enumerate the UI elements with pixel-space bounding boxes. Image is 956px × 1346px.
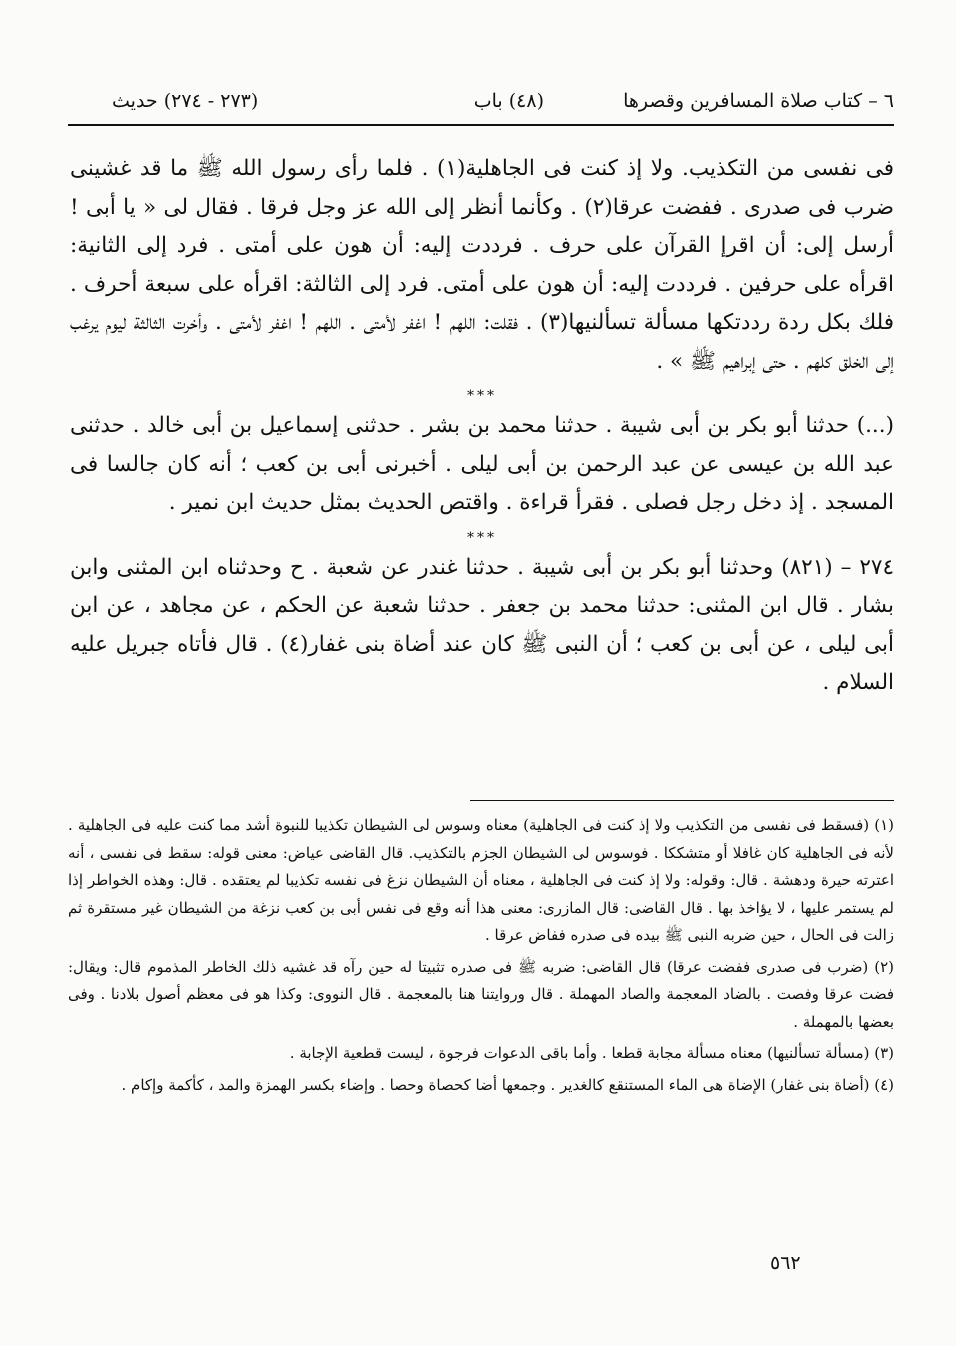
running-header xyxy=(68,84,894,126)
chapter-title: ٦ – كتاب صلاة المسافرين وقصرها xyxy=(623,90,894,112)
page-number: ٥٦٢ xyxy=(770,1252,801,1274)
hadith-range: (٢٧٣ - ٢٧٤) حديث xyxy=(112,90,259,112)
section-separator: *** xyxy=(467,529,497,546)
section-separator: *** xyxy=(467,388,497,404)
bab-number: (٤٨) باب xyxy=(473,90,544,112)
footnote-2: (٢) (ضرب فى صدرى ففضت عرقا) قال القاضى: ضربه ﷺ فى صدره تثبيتا له حين رآه قد غشيه ذلك الخاطر المذموم قال: ويقال: فضت عرقا وفصت . بالضاد المعجمة والصاد المهملة . قال وروايتنا هنا بالمعجمة . قال النووى: وكذا هو فى معظم أصول بلادنا . وفى بعضها بالمهملة . xyxy=(68,957,894,1031)
hadith-274: ٢٧٤ – (٨٢١) وحدثنا أبو بكر بن أبى شيبة . حدثنا غندر عن شعبة . ح وحدثناه ابن المثنى وابن بشار . قال ابن المثنى: حدثنا محمد بن جعفر . حدثنا شعبة عن الحكم ، عن مجاهد ، عن ابن أبى ليلى ، عن أبى بن كعب ؛ أن النبى ﷺ كان عند أضاة بنى غفار(٤) . قال فأتاه جبريل عليه السلام . xyxy=(70,554,894,695)
footnote-divider xyxy=(470,800,894,801)
hadith-text-continued: فى نفسى من التكذيب. ولا إذ كنت فى الجاهلية(١) . فلما رأى رسول الله ﷺ ما قد غشينى ضرب فى صدرى . ففضت عرقا(٢) . وكأنما أنظر إلى الله عز وجل فرقا . فقال لى « يا أبى ! أرسل إلى: أن اقرإ القرآن على حرف . فرددت إليه: أن هون على أمتى . فرد إلى الثانية: اقرأه على حرفين . فرددت إليه: أن هون على أمتى. فرد إلى الثالثة: اقرأه على سبعة أحرف . فلك بكل ردة رددتكها مسألة تسألنيها(٣) . فقلت: اللهم ! اغفر لأمتى . اللهم ! اغفر لأمتى . وأخرت الثالثة ليوم يرغب إلى الخلق كلهم . حتى إبراهيم ﷺ » . xyxy=(70,156,895,374)
footnotes xyxy=(68,812,894,1103)
hadith-text-isnad: (...) حدثنا أبو بكر بن أبى شيبة . حدثنا محمد بن بشر . حدثنى إسماعيل بن أبى خالد . حدثنى عبد الله بن عيسى عن عبد الرحمن بن أبى ليلى . أخبرنى أبى بن كعب ؛ أنه كان جالسا فى المسجد . إذ دخل رجل فصلى . فقرأ قراءة . واقتص الحديث بمثل حديث ابن نمير . xyxy=(70,413,894,515)
main-text xyxy=(70,150,894,703)
footnote-1: (١) (فسقط فى نفسى من التكذيب ولا إذ كنت فى الجاهلية) معناه وسوس لى الشيطان تكذيبا للنبوة أشد مما كنت عليه فى الجاهلية . لأنه فى الجاهلية كان غافلا أو متشككا . فوسوس لى الشيطان الجزم بالتكذيب. قال القاضى عياض: معنى قوله: سقط فى نفسى ، أنه اعترته حيرة ودهشة . قال: وقوله: ولا إذ كنت فى الجاهلية ، معناه أن الشيطان نزغ فى نفسه تكذيبا لم يعتقده . قال: وهذه الخواطر إذا لم يستمر عليها ، لا يؤاخذ بها . قال القاضى: قال المازرى: معنى هذا أنه وقع فى نفس أبى بن كعب نزغة من الشيطان غير مستقرة ثم زالت فى الحال ، حين ضربه النبى ﷺ بيده فى صدره ففاض عرقا . xyxy=(68,816,894,944)
footnote-3: (٣) (مسألة تسألنيها) معناه مسألة مجابة قطعا . وأما باقى الدعوات فرجوة ، ليست قطعية الإجابة . xyxy=(289,1044,894,1062)
footnote-4: (٤) (أضاة بنى غفار) الإضاة هى الماء المستنقع كالغدير . وجمعها أضا كحصاة وحصا . وإضاء بكسر الهمزة والمد ، كأكمة وإكام . xyxy=(121,1075,894,1094)
